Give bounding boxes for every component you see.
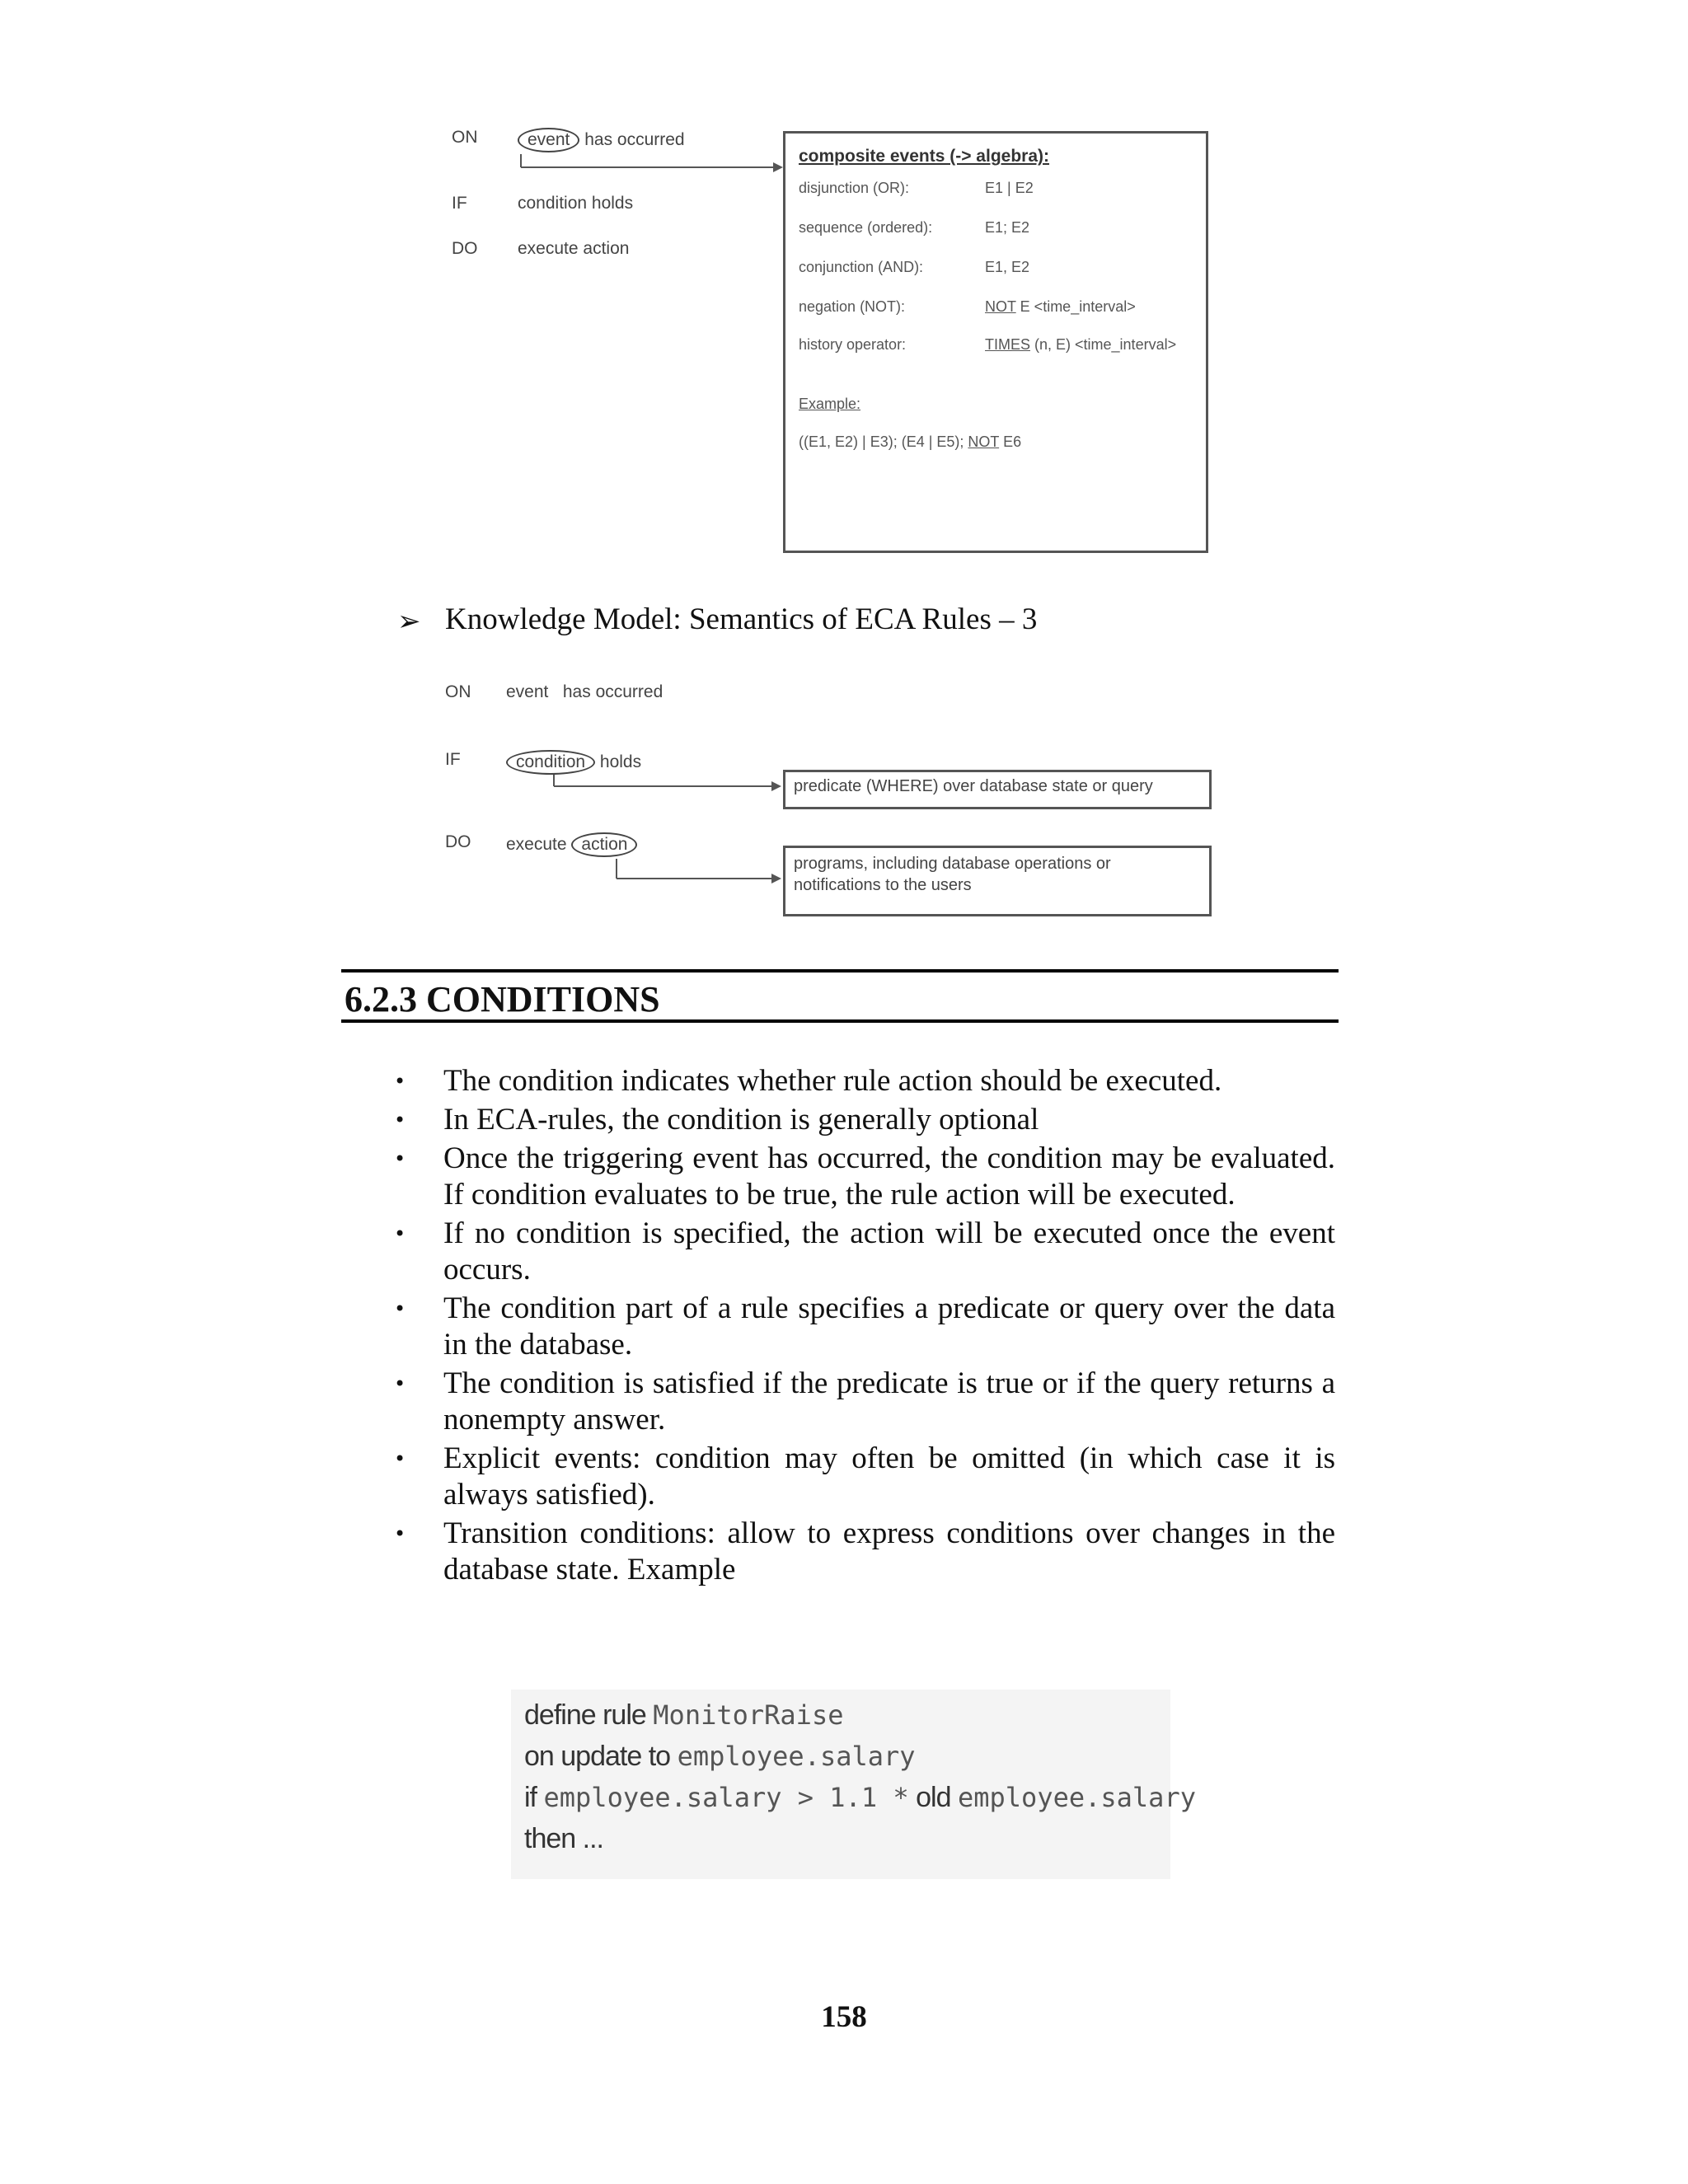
- bullet-icon: •: [394, 1147, 406, 1170]
- example-label: Example:: [799, 396, 861, 412]
- bullet-icon: •: [394, 1222, 406, 1245]
- bullet-icon: •: [394, 1108, 406, 1132]
- list-item: • In ECA-rules, the condition is generally optional: [394, 1103, 1039, 1137]
- operator-row: history operator: TIMES (n, E) <time_interval>: [799, 336, 1177, 353]
- composite-events-title: composite events (-> algebra):: [799, 147, 1049, 166]
- event-oval: event: [518, 128, 579, 152]
- list-item: • Explicit events: condition may often be omitted (in which case it is always satisfied).: [394, 1441, 1335, 1511]
- condition-box: predicate (WHERE) over database state or query: [783, 770, 1212, 809]
- bullet-icon: •: [394, 1372, 406, 1395]
- code-snippet: [511, 1690, 1196, 1879]
- code-line: define rule MonitorRaise: [524, 1699, 844, 1731]
- page-number: 158: [821, 2000, 867, 2034]
- heading-rule-top: [341, 969, 1339, 972]
- example-expression: ((E1, E2) | E3); (E4 | E5); NOT E6: [799, 434, 1022, 450]
- bullet-icon: •: [394, 1447, 406, 1470]
- arrow-bullet-icon: ➢: [397, 605, 421, 638]
- operator-row: negation (NOT): NOT E <time_interval>: [799, 298, 1136, 315]
- composite-events-box: [783, 131, 1208, 553]
- subsection-title: Knowledge Model: Semantics of ECA Rules – 3: [445, 602, 1038, 636]
- list-item: • The condition indicates whether rule action should be executed.: [394, 1064, 1222, 1098]
- list-item: • Once the triggering event has occurred, the condition may be evaluated. If condition evaluates to be true, the rule action will be executed.: [394, 1141, 1335, 1212]
- action-box: programs, including database operations or notifications to the users: [783, 846, 1212, 916]
- heading-rule-bottom: [341, 1019, 1339, 1023]
- operator-row: conjunction (AND): E1, E2: [799, 259, 1030, 275]
- list-item: • The condition part of a rule specifies a predicate or query over the data in the database.: [394, 1291, 1335, 1361]
- operator-row: sequence (ordered): E1; E2: [799, 219, 1030, 236]
- bullet-list: [387, 1063, 1335, 1591]
- list-item: • If no condition is specified, the action will be executed once the event occurs.: [394, 1216, 1335, 1286]
- composite-events-figure: ON event has occurred IF condition holds DO execute action composite events (-> algebra): disjunction (OR): E1 | E2 sequence (ordered): E1; E2 conjunction (AND): E1, E2 negation (NOT): NOT E <time_interval> history operator: TIMES (n, E) <time_interval> Example: ((E1, E2) | E3); (E4 | E5); NOT E6: [452, 120, 1218, 565]
- bullet-icon: •: [394, 1297, 406, 1320]
- action-oval: action: [571, 832, 637, 857]
- bullet-icon: •: [394, 1522, 406, 1545]
- code-line: if employee.salary > 1.1 * old employee.salary: [524, 1782, 1196, 1813]
- list-item: • Transition conditions: allow to express conditions over changes in the database state. Example: [394, 1516, 1335, 1586]
- condition-oval: condition: [506, 750, 595, 775]
- list-item: • The condition is satisfied if the predicate is true or if the query returns a nonempty answer.: [394, 1366, 1335, 1436]
- bullet-icon: •: [394, 1070, 406, 1093]
- code-line: then ...: [524, 1823, 603, 1854]
- eca-semantics-figure: ON event has occurred IF condition holds DO execute action predicate (WHERE) over database state or query programs, including database operations or notifications to the users: [445, 676, 1236, 923]
- code-line: on update to employee.salary: [524, 1741, 916, 1772]
- operator-row: disjunction (OR): E1 | E2: [799, 180, 1034, 196]
- section-heading: 6.2.3 CONDITIONS: [345, 979, 660, 1019]
